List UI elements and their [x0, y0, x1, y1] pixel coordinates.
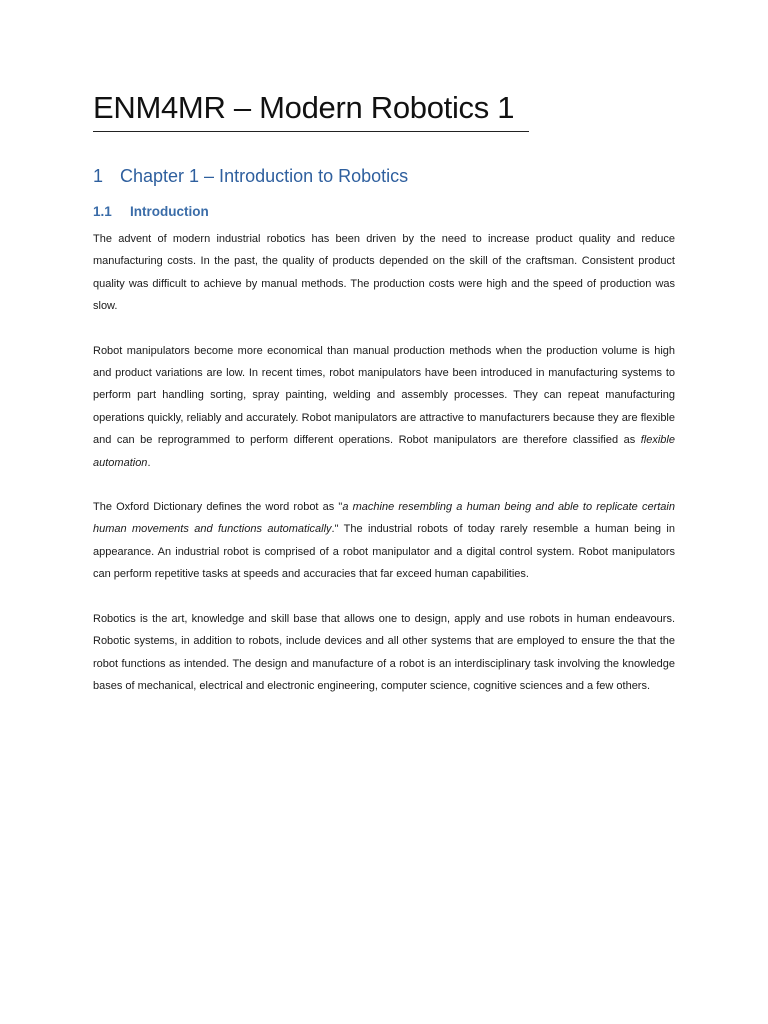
chapter-heading — [93, 164, 408, 188]
paragraph-3-text: The Oxford Dictionary defines the word robot as " — [93, 501, 343, 514]
chapter-number: 1 — [93, 166, 104, 186]
body-text — [93, 228, 675, 719]
section-label: Introduction — [130, 204, 209, 219]
paragraph-4: Robotics is the art, knowledge and skill base that allows one to design, apply and use robots in human endeavours. Robotic systems, in addition to robots, include devices and all other systems that are employed to ensure the that the robot functions as intended. The design and manufacture of a robot is an interdisciplinary task involving the knowledge bases of mechanical, electrical and electronic engineering, computer science, cognitive sciences and a few others. — [93, 612, 675, 692]
paragraph-3-end: ." The industrial robots of today rarely resemble a human being in appearance. An industrial robot is comprised of a robot manipulator and a digital control system. Robot manipulators can perform repetitive tasks at speeds and accuracies that far exceed human capabilities. — [93, 523, 675, 581]
paragraph-1: The advent of modern industrial robotics has been driven by the need to increase product quality and reduce manufacturing costs. In the past, the quality of products depended on the skill of the craftsman. Consistent product quality was difficult to achieve by manual methods. The production costs were high and the speed of production was slow. — [93, 233, 675, 313]
chapter-label: Chapter 1 – Introduction to Robotics — [120, 166, 409, 186]
document-title: ENM4MR – Modern Robotics 1 — [93, 90, 515, 125]
paragraph-3-quote: a machine resembling a human being and able to replicate certain human movements and functions automatically — [93, 501, 675, 536]
paragraph-2-emphasis: flexible automation — [93, 434, 675, 469]
title-underline — [93, 131, 529, 132]
paragraph-2-text: Robot manipulators become more economical than manual production methods when the production volume is high and product variations are low. In recent times, robot manipulators have been introduced in manufacturing systems to perform part handling sorting, spray painting, welding and assembly processes. They can repeat manufacturing operations quickly, reliably and accurately. Robot manipulators are attractive to manufacturers because they are flexible and can be reprogrammed to perform different operations. Robot manipulators are therefore classified as — [93, 344, 675, 447]
paragraph-3 — [93, 496, 675, 586]
section-number: 1.1 — [93, 204, 112, 219]
section-heading — [93, 202, 209, 222]
paragraph-2-end: . — [147, 456, 151, 469]
paragraph-2 — [93, 340, 675, 474]
